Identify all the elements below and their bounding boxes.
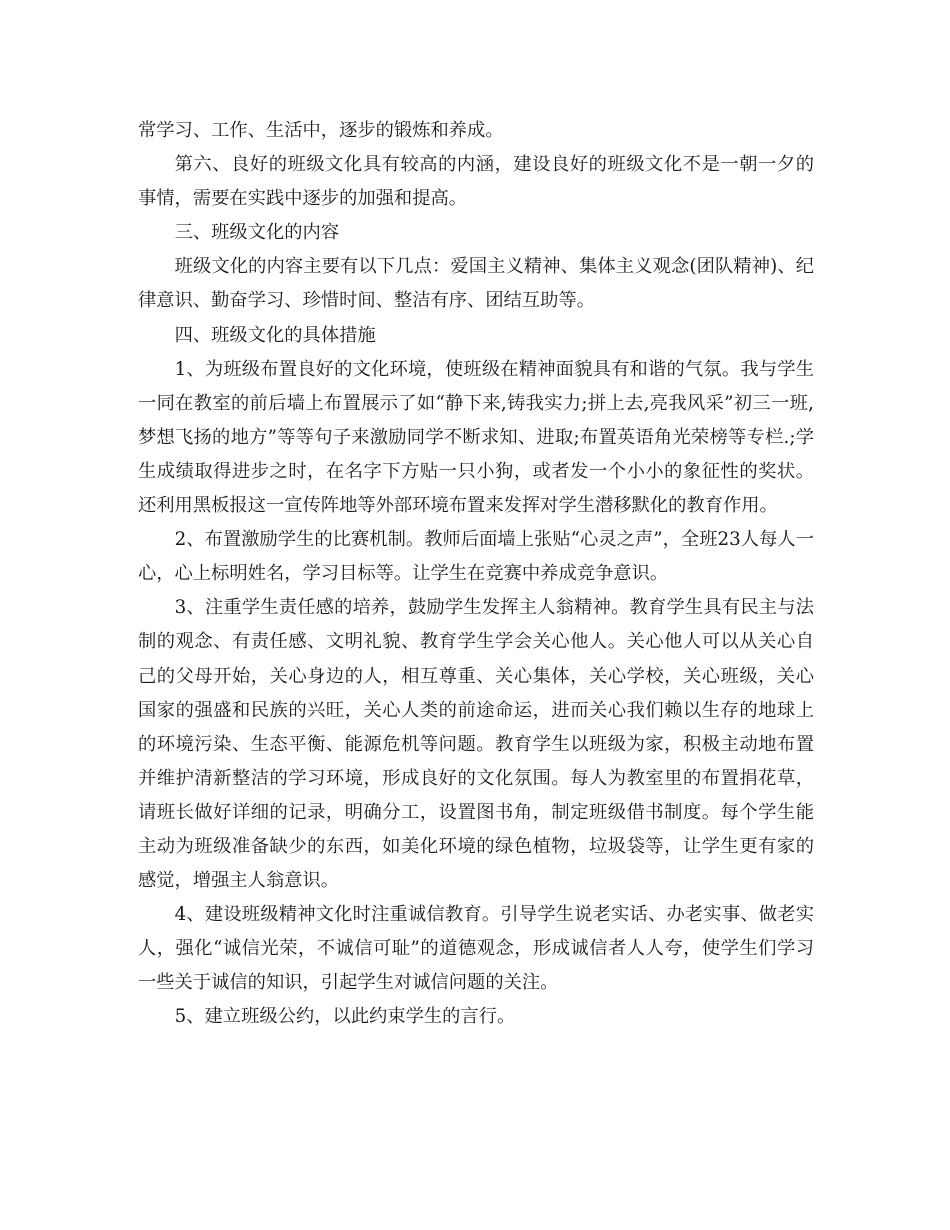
paragraph: 班级文化的内容主要有以下几点：爱国主义精神、集体主义观念(团队精神)、纪律意识、勤奋学习、珍惜时间、整洁有序、团结互助等。 [138,256,814,312]
paragraph: 常学习、工作、生活中，逐步的锻炼和养成。 [138,120,504,141]
document-body [138,114,814,1035]
paragraph: 4、建设班级精神文化时注重诚信教育。引导学生说老实话、办老实事、做老实人，强化“诚信光荣，不诚信可耻”的道德观念，形成诚信者人人夸，使学生们学习一些关于诚信的知识，引起学生对诚信问题的关注。 [138,904,814,994]
paragraph: 5、建立班级公约，以此约束学生的言行。 [174,1006,516,1028]
paragraph: 3、注重学生责任感的培养，鼓励学生发挥主人翁精神。教育学生具有民主与法制的观念、有责任感、文明礼貌、教育学生学会关心他人。关心他人可以从关心自己的父母开始，关心身边的人，相互尊重、关心集体，关心学校，关心班级，关心国家的强盛和民族的兴旺，关心人类的前途命运，进而关心我们赖以生存的地球上的环境污染、生态平衡、能源危机等问题。教育学生以班级为家，积极主动地布置并维护清新整洁的学习环境，形成良好的文化氛围。每人为教室里的布置捐花草，请班长做好详细的记录，明确分工，设置图书角，制定班级借书制度。每个学生能主动为班级准备缺少的东西，如美化环境的绿色植物，垃圾袋等，让学生更有家的感觉，增强主人翁意识。 [138,597,814,892]
section-heading: 四、班级文化的具体措施 [174,324,376,346]
section-heading: 三、班级文化的内容 [174,222,340,244]
paragraph: 第六、良好的班级文化具有较高的内涵，建设良好的班级文化不是一朝一夕的事情，需要在实践中逐步的加强和提高。 [138,154,814,210]
paragraph: 2、布置激励学生的比赛机制。教师后面墙上张贴“心灵之声”，全班23人每人一心，心上标明姓名，学习目标等。让学生在竞赛中养成竞争意识。 [138,529,814,585]
paragraph: 1、为班级布置良好的文化环境，使班级在精神面貌具有和谐的气氛。我与学生一同在教室的前后墙上布置展示了如“静下来,铸我实力;拼上去,亮我风采”初三一班,梦想飞扬的地方”等等句子来激励同学不断求知、进取;布置英语角光荣榜等专栏.;学生成绩取得进步之时，在名字下方贴一只小狗，或者发一个小小的象征性的奖状。还利用黑板报这一宣传阵地等外部环境布置来发挥对学生潜移默化的教育作用。 [138,358,814,517]
